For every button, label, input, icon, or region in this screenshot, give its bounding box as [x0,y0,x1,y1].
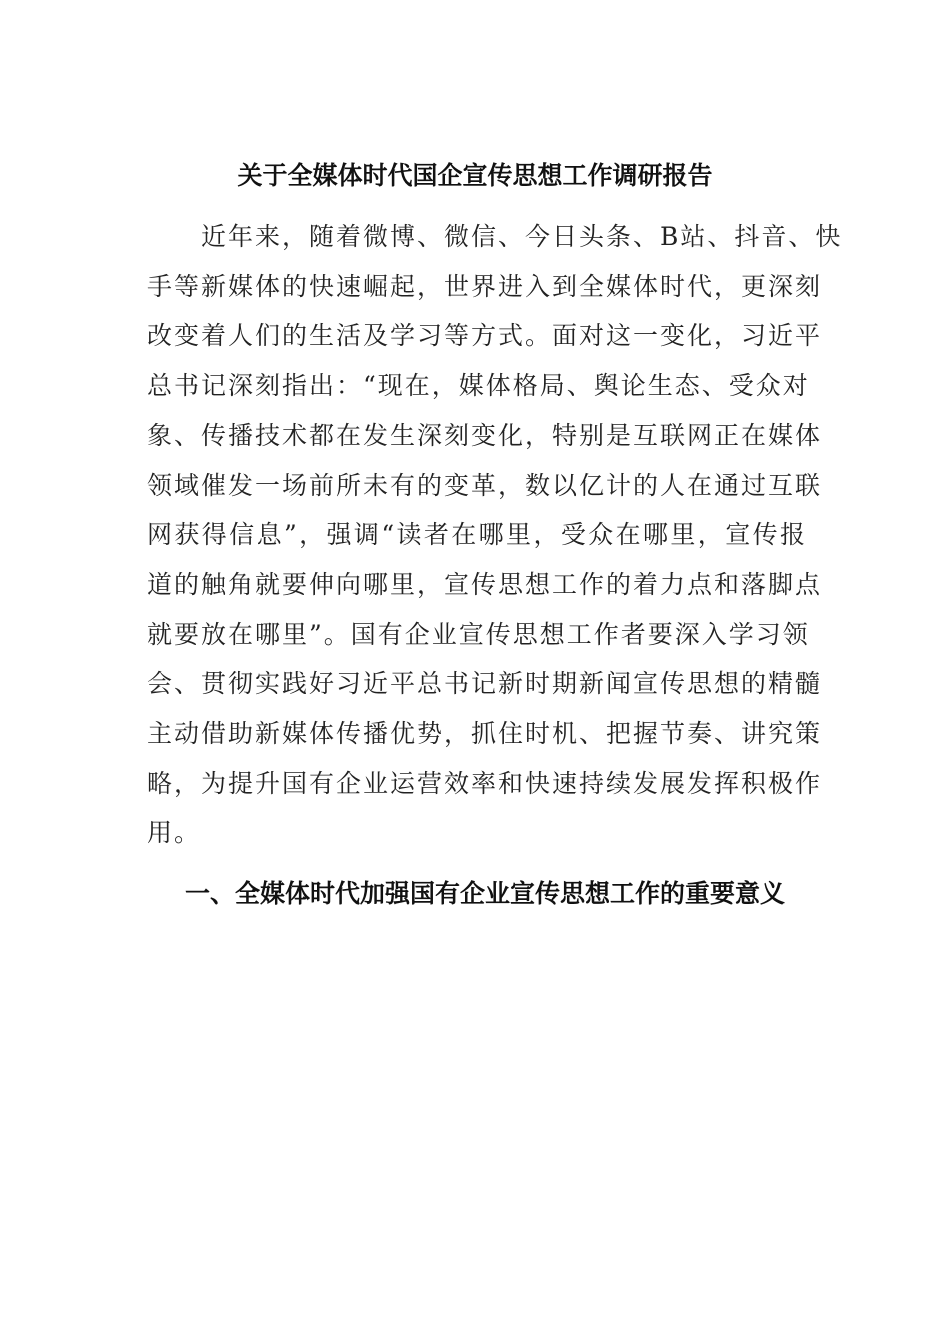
paragraph-line: 会、贯彻实践好习近平总书记新时期新闻宣传思想的精髓 [147,669,823,699]
document-title: 关于全媒体时代国企宣传思想工作调研报告 [237,161,713,190]
paragraph-line: 总书记深刻指出：“现在，媒体格局、舆论生态、受众对 [147,371,810,401]
paragraph-line: 主动借助新媒体传播优势，抓住时机、把握节奏、讲究策 [147,719,823,749]
intro-paragraph [147,212,843,858]
paragraph-line: 就要放在哪里”。国有企业宣传思想工作者要深入学习领 [147,619,810,649]
paragraph-line: 改变着人们的生活及学习等方式。面对这一变化，习近平 [147,321,823,351]
paragraph-line: 手等新媒体的快速崛起，世界进入到全媒体时代，更深刻 [147,271,823,301]
paragraph-line: 象、传播技术都在发生深刻变化，特别是互联网正在媒体 [147,420,823,450]
paragraph-line: 网获得信息”，强调“读者在哪里，受众在哪里，宣传报 [147,520,807,550]
section-heading: 一、全媒体时代加强国有企业宣传思想工作的重要意义 [185,879,786,908]
paragraph-line: 道的触角就要伸向哪里，宣传思想工作的着力点和落脚点 [147,569,823,599]
paragraph-line: 近年来，随着微博、微信、今日头条、B站、抖音、快 [147,222,843,251]
paragraph-line: 领域催发一场前所未有的变革，数以亿计的人在通过互联 [147,470,823,500]
paragraph-line: 用。 [147,818,202,848]
paragraph-line: 略，为提升国有企业运营效率和快速持续发展发挥积极作 [147,768,823,798]
